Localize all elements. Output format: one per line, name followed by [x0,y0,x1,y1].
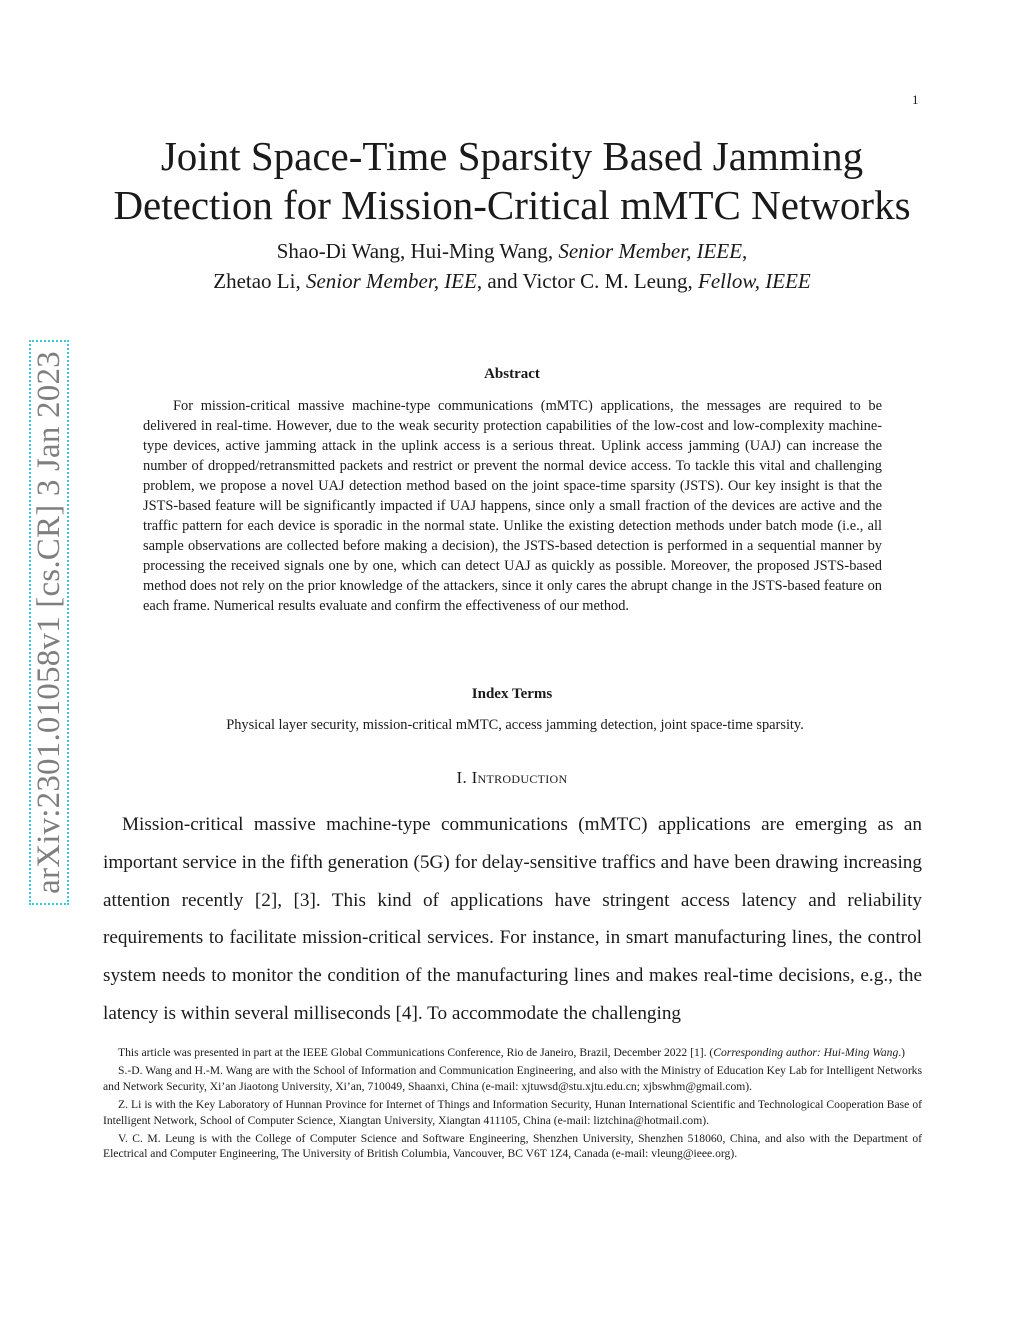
introduction-paragraph: Mission-critical massive machine-type communications (mMTC) applications are emerging as an important service in the fifth generation (5G) for delay-sensitive traffics and have been drawing increasing attention recently [2], [3]. This kind of applications have stringent access latency and reliability requirements to facilitate mission-critical services. For instance, in smart manufacturing lines, the control system needs to monitor the condition of the manufacturing lines and makes real-time decisions, e.g., the latency is within several milliseconds [4]. To accommodate the challenging [103,814,922,1024]
section-heading-introduction [0,768,1024,788]
index-terms-heading: Index Terms [471,686,553,702]
footnote-affiliation-wang: S.-D. Wang and H.-M. Wang are with the School of Information and Communication Engineering, and also with the Ministry of Education Key Lab for Intelligent Networks and Network Security, Xi’an Jiaotong University, Xi’an, 710049, Shaanxi, China (e-mail: xjtuwsd@stu.xjtu.edu.cn; xjbswhm@gmail.com). [103,1064,922,1093]
authors-line2-name1: Zhetao Li, [213,269,306,293]
authors-line2-role1: Senior Member, IEE [305,269,477,293]
abstract-text: For mission-critical massive machine-type communications (mMTC) applications, the messages are required to be delivered in real-time. However, due to the weak security protection capabilities of the low-cost and low-complexity machine-type devices, active jamming attack in the uplink access is a serious threat. Uplink access jamming (UAJ) can increase the number of dropped/retransmitted packets and restrict or prevent the normal device access. To tackle this vital and challenging problem, we propose a novel UAJ detection method based on the joint space-time sparsity (JSTS). Our key insight is that the JSTS-based feature will be significantly impacted if UAJ happens, since only a small fraction of the devices are active and the traffic pattern for each device is sporadic in the normal state. Unlike the existing detection methods under batch mode (i.e., all sample observations are collected before making a decision), the JSTS-based detection is performed in a sequential manner by processing the received signals one by one, which can detect UAJ as quickly as possible. Moreover, the proposed JSTS-based method does not rely on the prior knowledge of the attackers, since it only cares the abrupt change in the JSTS-based feature on each frame. Numerical results evaluate and confirm the effectiveness of our method. [143,398,882,614]
section-number: I. [456,768,472,787]
authors-line1-names: Shao-Di Wang, Hui-Ming Wang, [276,239,559,263]
section-title: Introduction [471,768,568,787]
author-list [0,236,1024,296]
page-number: 1 [912,92,919,107]
authors-line2-mid: , and Victor C. M. Leung, [476,269,698,293]
authors-line1-role: Senior Member, IEEE [558,239,743,263]
title-line-1: Joint Space-Time Sparsity Based Jamming [160,133,864,179]
paper-title [0,132,1024,230]
index-terms-text: Physical layer security, mission-critical mMTC, access jamming detection, joint space-time sparsity. [226,717,804,733]
title-line-2: Detection for Mission-Critical mMTC Networks [113,182,911,228]
footnote-presentation [103,1045,922,1060]
footnotes [103,1045,922,1165]
arxiv-identifier-stamp: arXiv:2301.01058v1 [cs.CR] 3 Jan 2023 [29,340,69,905]
authors-line1-end: , [742,239,748,263]
footnote-1-corresponding-author: Corresponding author: Hui-Ming Wang [713,1046,899,1059]
footnote-1-end: .) [898,1046,906,1059]
footnote-1-text: This article was presented in part at the IEEE Global Communications Conference, Rio de Janeiro, Brazil, December 2022 [1]. ( [118,1046,714,1059]
footnote-affiliation-leung: V. C. M. Leung is with the College of Computer Science and Software Engineering, Shenzhen University, Shenzhen 518060, China, and also with the Department of Electrical and Computer Engineering, The University of British Columbia, Vancouver, BC V6T 1Z4, Canada (e-mail: vleung@ieee.org). [103,1132,922,1161]
authors-line2-role2: Fellow, IEEE [698,269,811,293]
abstract-heading: Abstract [484,366,540,382]
footnote-affiliation-li: Z. Li is with the Key Laboratory of Hunnan Province for Internet of Things and Information Security, Hunan International Scientific and Technological Cooperation Base of Intelligent Network, School of Computer Science, Xiangtan University, Xiangtan 411105, China (e-mail: liztchina@hotmail.com). [103,1098,922,1127]
